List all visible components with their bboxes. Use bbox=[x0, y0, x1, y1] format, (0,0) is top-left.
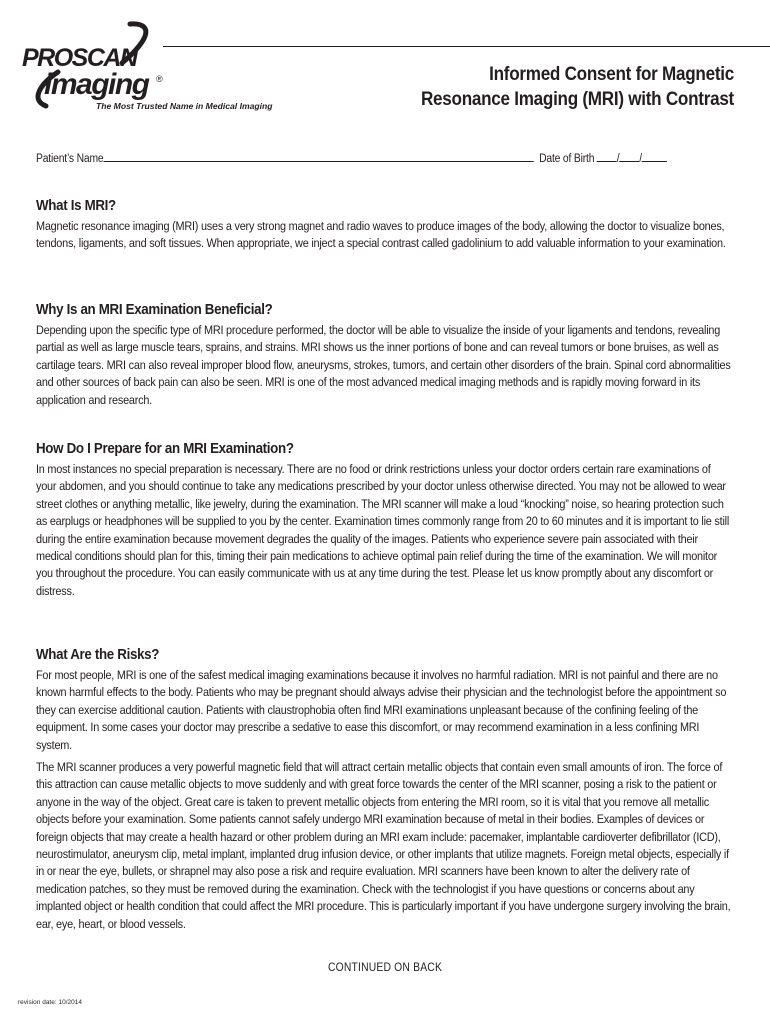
dob-year-field[interactable] bbox=[642, 150, 667, 162]
patient-name-label: Patient’s Name bbox=[36, 153, 104, 165]
header-rule bbox=[163, 46, 770, 47]
revision-date: revision date: 10/2014 bbox=[18, 999, 82, 1006]
section-how-to-prepare bbox=[36, 441, 770, 600]
section-paragraph: Depending upon the specific type of MRI procedure performed, the doctor will be able to visualize the inside of your ligaments and tendons, revealing partial as well as large muscle tears, sprains, and strains. MRI shows us the inner portions of bone and can reveal tumors or bone bruises, as well as cartilage tears. MRI can also reveal improper blood flow, aneurysms, strokes, tumors, and certain other disorders of the brain. Spinal cord abnormalities and other sources of back pain can also be seen. MRI is one of the most advanced medical imaging methods and is rapidly moving forward in its application and research. bbox=[36, 323, 731, 407]
continued-on-back-note: CONTINUED ON BACK bbox=[327, 962, 443, 974]
section-paragraph: For most people, MRI is one of the safest medical imaging examinations because it involves no harmful radiation. MRI is not painful and there are no known harmful effects to the body. Patients who may be pregnant should always advise their physician and the technologist before the appointment so they can exercise additional caution. Patients with claustrophobia often find MRI examinations unpleasant because of the confining feeling of the equipment. In some cases your doctor may prescribe a sedative to ease this discomfort, or may recommend examination in a less confining MRI system. bbox=[36, 668, 727, 752]
logo-tagline: The Most Trusted Name in Medical Imaging bbox=[96, 101, 273, 111]
date-of-birth-label: Date of Birth bbox=[539, 153, 595, 165]
section-paragraph: In most instances no special preparation is necessary. There are no food or drink restrictions unless your doctor orders certain rare examinations of your abdomen, and you should continue to take any medications prescribed by your doctor unless otherwise directed. You may not be allowed to wear street clothes or anything metallic, like jewelry, during the examination. The MRI scanner will make a loud “knocking” noise, so hearing protection such as earplugs or headphones will be supplied to you by the center. Examination times commonly range from 20 to 60 minutes and it is important to lie still during the entire examination because movement degrades the quality of the images. Patients who experience severe pain associated with their medical conditions should plan for this, timing their pain medications to achieve optimal pain relief during the time of the examination. We will monitor you throughout the procedure. You can easily communicate with us at any time during the test. Please let us know promptly about any discomfort or distress. bbox=[36, 462, 730, 598]
form-title-line-2: Resonance Imaging (MRI) with Contrast bbox=[420, 89, 734, 110]
patient-info-row bbox=[36, 150, 684, 166]
section-heading: What Is MRI? bbox=[36, 198, 116, 214]
section-heading: What Are the Risks? bbox=[36, 647, 160, 663]
section-what-is-mri bbox=[36, 198, 770, 253]
section-heading: How Do I Prepare for an MRI Examination? bbox=[36, 441, 294, 457]
section-why-beneficial bbox=[36, 302, 770, 409]
form-title bbox=[338, 62, 734, 112]
logo-word-proscan: PROSCAN bbox=[22, 44, 137, 72]
dob-month-field[interactable] bbox=[597, 150, 617, 162]
proscan-imaging-logo bbox=[18, 20, 318, 120]
dob-separator: / bbox=[616, 153, 620, 165]
form-title-line-1: Informed Consent for Magnetic bbox=[489, 64, 734, 85]
logo-word-imaging: imaging bbox=[44, 68, 149, 101]
section-risks bbox=[36, 647, 770, 933]
section-heading: Why Is an MRI Examination Beneficial? bbox=[36, 302, 273, 318]
section-paragraph: Magnetic resonance imaging (MRI) uses a very strong magnet and radio waves to produce images of the body, allowing the doctor to visualize bones, tendons, ligaments, and soft tissues. When appropriate, we inject a special contrast called gadolinium to add valuable information to your examination. bbox=[36, 219, 726, 251]
dob-separator: / bbox=[639, 153, 642, 165]
patient-name-field[interactable] bbox=[103, 150, 533, 162]
dob-day-field[interactable] bbox=[619, 150, 639, 162]
section-paragraph: The MRI scanner produces a very powerful magnetic field that will attract certain metallic objects that contain even small amounts of iron. The force of this attraction can cause metallic objects to move suddenly and with great force towards the center of the MRI scanner, posing a risk to the patient or anyone in the way of the object. Great care is taken to prevent metallic objects from entering the MRI room, so it is vital that you remove all metallic objects before your examination. Some patients cannot safely undergo MRI examination because of metal in their bodies. Examples of devices or foreign objects that may create a health hazard or other problem during an MRI exam include: pacemaker, implantable cardioverter defibrillator (ICD), neurostimulator, aneurysm clip, metal implant, implanted drug infusion device, or other implants that utilize magnets. Foreign metal objects, especially if in or near the eye, bullets, or shrapnel may also pose a risk and require evaluation. MRI scanners have been known to alter the delivery rate of medication patches, so they must be removed during the examination. Check with the technologist if you have questions or concerns about any implanted object or health condition that could affect the MRI procedure. This is particularly important if you have undergone surgery involving the brain, ear, eye, heart, or blood vessels. bbox=[36, 760, 731, 931]
logo-registered-mark: ® bbox=[156, 74, 163, 84]
